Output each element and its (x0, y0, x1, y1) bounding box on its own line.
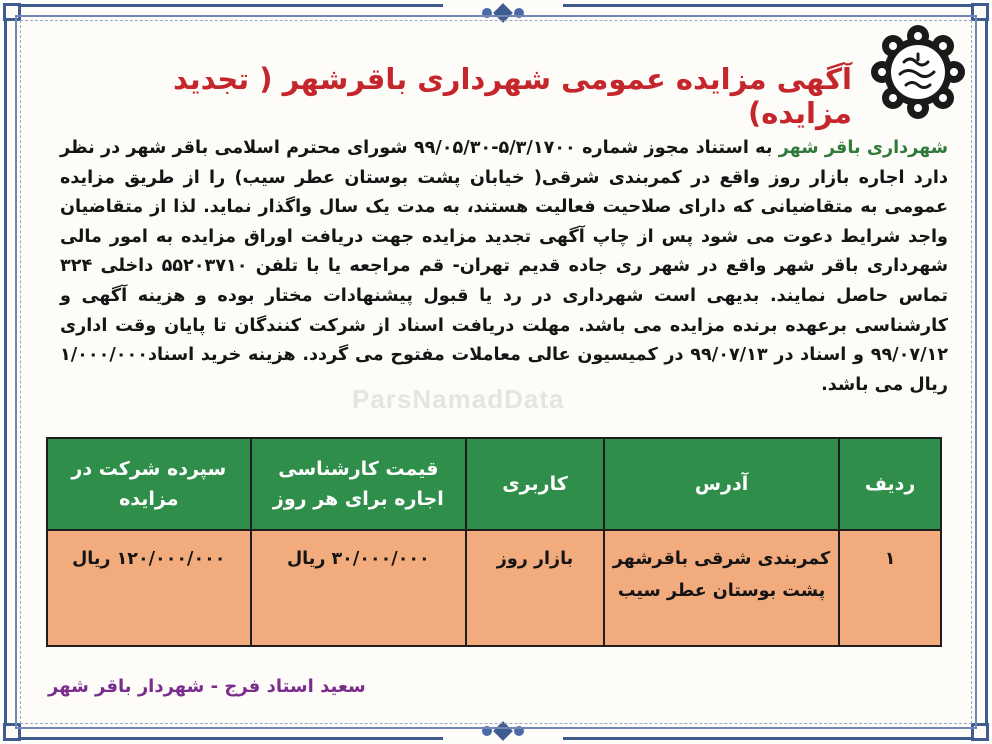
seal-icon (870, 24, 966, 120)
cell-address: کمربندی شرقی باقرشهر پشت بوستان عطر سیب (604, 530, 839, 646)
header-price: قیمت کارشناسی اجاره برای هر روز (251, 438, 467, 530)
header-row-number: ردیف (839, 438, 941, 530)
cell-row-number: ۱ (839, 530, 941, 646)
header-usage: کاربری (466, 438, 604, 530)
signature: سعید استاد فرج - شهردار باقر شهر (48, 676, 366, 697)
notice-title: آگهی مزایده عمومی شهرداری باقرشهر ( تجدید مزایده) (172, 62, 852, 130)
table-header-row (47, 438, 941, 530)
header-deposit: سپرده شرکت در مزایده (47, 438, 251, 530)
header-address: آدرس (604, 438, 839, 530)
cell-usage: بازار روز (466, 530, 604, 646)
cell-deposit: ۱۲۰/۰۰۰/۰۰۰ ریال (47, 530, 251, 646)
notice-body-lead: شهرداری باقر شهر (778, 138, 948, 158)
table-row (47, 530, 941, 646)
cell-price: ۳۰/۰۰۰/۰۰۰ ریال (251, 530, 467, 646)
auction-table (46, 437, 942, 647)
notice-body (60, 134, 948, 400)
notice-body-text: به استناد مجوز شماره ۵/۳/۱۷۰۰-۹۹/۰۵/۳۰ شورای محترم اسلامی باقر شهر در نظر دارد اجاره بازار روز واقع در کمربندی شرقی( خیابان پشت بوستان عطر سیب) را از طریق مزایده عمومی به متقاضیانی که دارای صلاحیت فعالیت هستند، به مدت یک سال واگذار نماید. لذا از متقاضیان واجد شرایط دعوت می شود پس از چاپ آگهی تجدید مزایده جهت دریافت اوراق مزایده به امور مالی شهرداری باقر شهر واقع در شهر ری جاده قدیم تهران- قم مراجعه یا با تلفن ۵۵۲۰۳۷۱۰ داخلی ۳۲۴ تماس حاصل نمایند. بدیهی است شهرداری در رد یا قبول پیشنهادات مختار بوده و هزینه آگهی و کارشناسی برعهده برنده مزایده می باشد. مهلت دریافت اسناد از شرکت کنندگان تا پایان وقت اداری ۹۹/۰۷/۱۲ و اسناد در ۹۹/۰۷/۱۳ در کمیسیون عالی معاملات مفتوح می گردد. هزینه خرید اسناد۱/۰۰۰/۰۰۰ ریال می باشد. (60, 138, 948, 395)
